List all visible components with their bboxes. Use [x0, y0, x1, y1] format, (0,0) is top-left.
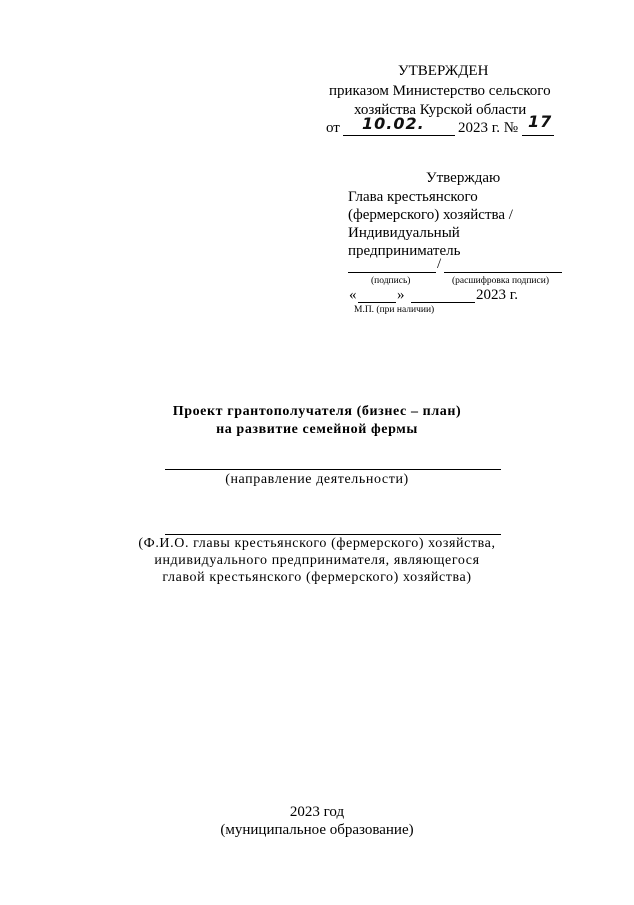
number-underline [522, 135, 554, 136]
fio-line [165, 534, 501, 535]
approval-line-1: приказом Министерство сельского [329, 83, 551, 99]
decoding-line [444, 272, 562, 273]
footer-year: 2023 год [289, 804, 345, 820]
approval-line-2: хозяйства Курской области [354, 102, 527, 118]
fio-caption-line-2: индивидуального предпринимателя, являющегося [154, 553, 480, 568]
approval-year-text: 2023 г. № [458, 120, 519, 136]
head-approval-line-2: (фермерского) хозяйства / [348, 207, 513, 223]
quote-close: » [397, 287, 405, 303]
signature-caption: (подпись) [371, 276, 411, 286]
handwritten-date: 10.02. [362, 114, 425, 133]
fio-caption-line-1: (Ф.И.О. главы крестьянского (фермерского) хозяйства, [138, 536, 496, 551]
head-approval-line-4: предприниматель [348, 243, 461, 259]
footer-municipality: (муниципальное образование) [220, 822, 414, 838]
signature-slash: / [437, 256, 442, 272]
head-approval-title: Утверждаю [426, 170, 501, 186]
head-approval-year: 2023 г. [476, 287, 518, 303]
stamp-caption: М.П. (при наличии) [354, 305, 435, 315]
approval-title: УТВЕРЖДЕН [398, 63, 489, 79]
document-title-line-2: на развитие семейной фермы [216, 422, 418, 437]
date-underline [343, 135, 455, 136]
fio-caption-line-3: главой крестьянского (фермерского) хозяйства) [162, 570, 472, 585]
document-title-line-1: Проект грантополучателя (бизнес – план) [172, 404, 462, 419]
head-approval-line-3: Индивидуальный [348, 225, 460, 241]
decoding-caption: (расшифровка подписи) [452, 276, 549, 286]
approval-from-label: от [326, 120, 340, 136]
signature-line [348, 272, 436, 273]
direction-caption: (направление деятельности) [225, 472, 409, 487]
direction-line [165, 469, 501, 470]
head-approval-line-1: Глава крестьянского [348, 189, 478, 205]
month-line [411, 302, 475, 303]
day-line [358, 302, 396, 303]
quote-open: « [349, 287, 357, 303]
handwritten-number: 17 [528, 112, 553, 131]
